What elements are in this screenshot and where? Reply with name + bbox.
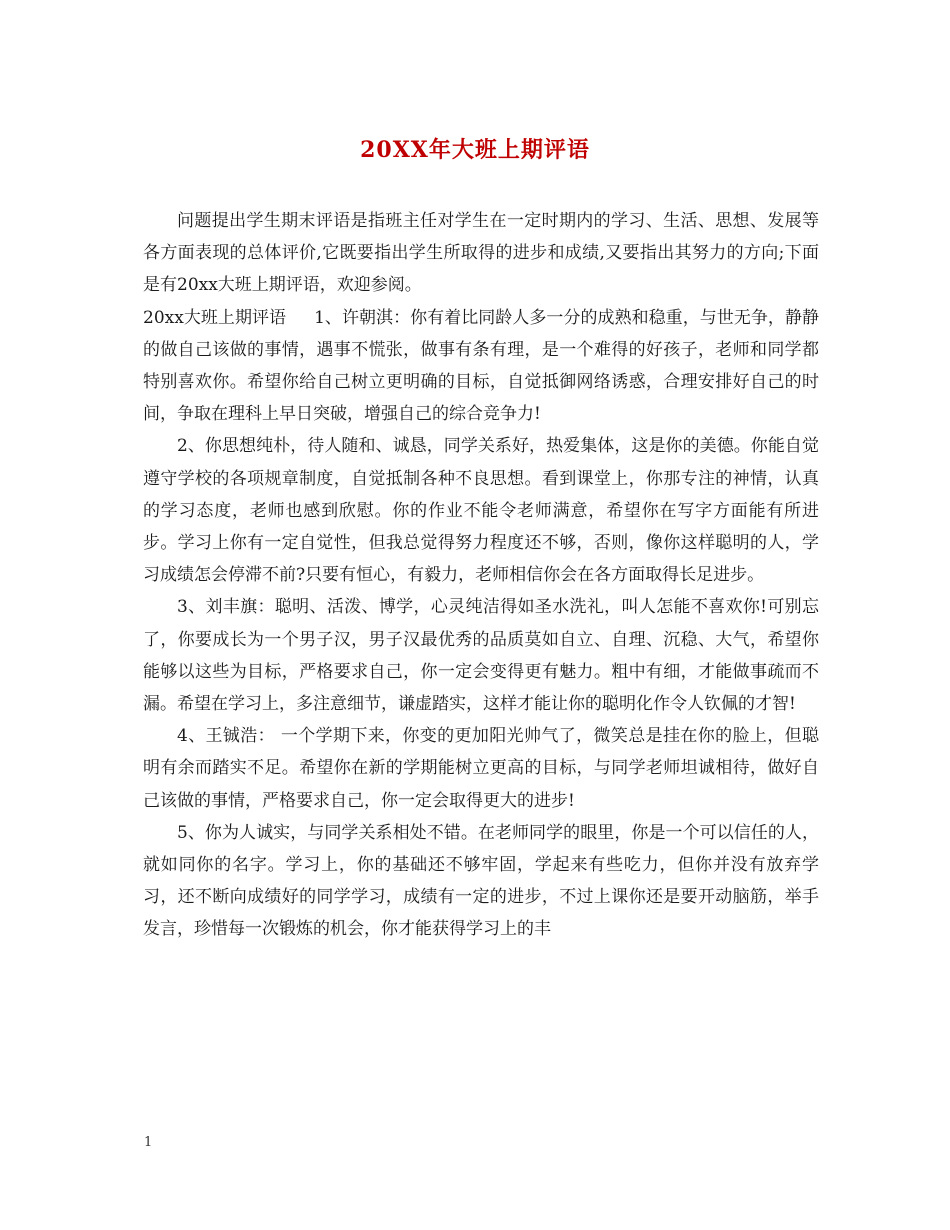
comment-paragraph-1 <box>143 302 819 431</box>
page-number: 1 <box>144 1135 153 1150</box>
comment-text-1: 1、许朝淇：你有着比同龄人多一分的成熟和稳重，与世无争，静静的做自己该做的事情，遇事不慌张，做事有条有理，是一个难得的好孩子，老师和同学都特别喜欢你。希望你给自己树立更明确的目标，自觉抵御网络诱惑，合理安排好自己的时间，争取在理科上早日突破，增强自己的综合竞争力! <box>143 307 819 425</box>
comment-paragraph-3: 3、刘丰旗：聪明、活泼、博学，心灵纯洁得如圣水洗礼，叫人怎能不喜欢你!可别忘了，你要成长为一个男子汉，男子汉最优秀的品质莫如自立、自理、沉稳、大气，希望你能够以这些为目标，严格要求自己，你一定会变得更有魅力。粗中有细，才能做事疏而不漏。希望在学习上，多注意细节，谦虚踏实，这样才能让你的聪明化作令人钦佩的才智! <box>143 597 819 715</box>
comment-paragraph-5: 5、你为人诚实，与同学关系相处不错。在老师同学的眼里，你是一个可以信任的人，就如同你的名字。学习上，你的基础还不够牢固，学起来有些吃力，但你并没有放弃学习，还不断向成绩好的同学学习，成绩有一定的进步，不过上课你还是要开动脑筋，举手发言，珍惜每一次锻炼的机会，你才能获得学习上的丰 <box>143 822 819 940</box>
document-body <box>143 205 819 946</box>
section-label: 20xx大班上期评语 <box>143 307 287 328</box>
comment-paragraph-4: 4、王铖浩： 一个学期下来，你变的更加阳光帅气了，微笑总是挂在你的脸上，但聪明有余而踏实不足。希望你在新的学期能树立更高的目标，与同学老师坦诚相待，做好自己该做的事情，严格要求自己，你一定会取得更大的进步! <box>143 726 819 811</box>
comment-paragraph-2: 2、你思想纯朴，待人随和、诚恳，同学关系好，热爱集体，这是你的美德。你能自觉遵守学校的各项规章制度，自觉抵制各种不良思想。看到课堂上，你那专注的神情，认真的学习态度，老师也感到欣慰。你的作业不能令老师满意，希望你在写字方面能有所进步。学习上你有一定自觉性，但我总觉得努力程度还不够，否则，像你这样聪明的人，学习成绩怎会停滞不前?只要有恒心，有毅力，老师相信你会在各方面取得长足进步。 <box>143 436 819 586</box>
intro-paragraph: 问题提出学生期末评语是指班主任对学生在一定时期内的学习、生活、思想、发展等各方面表现的总体评价,它既要指出学生所取得的进步和成绩,又要指出其努力的方向;下面是有20xx大班上期评语，欢迎参阅。 <box>143 211 819 296</box>
document-title: 20XX年大班上期评语 <box>360 137 590 163</box>
